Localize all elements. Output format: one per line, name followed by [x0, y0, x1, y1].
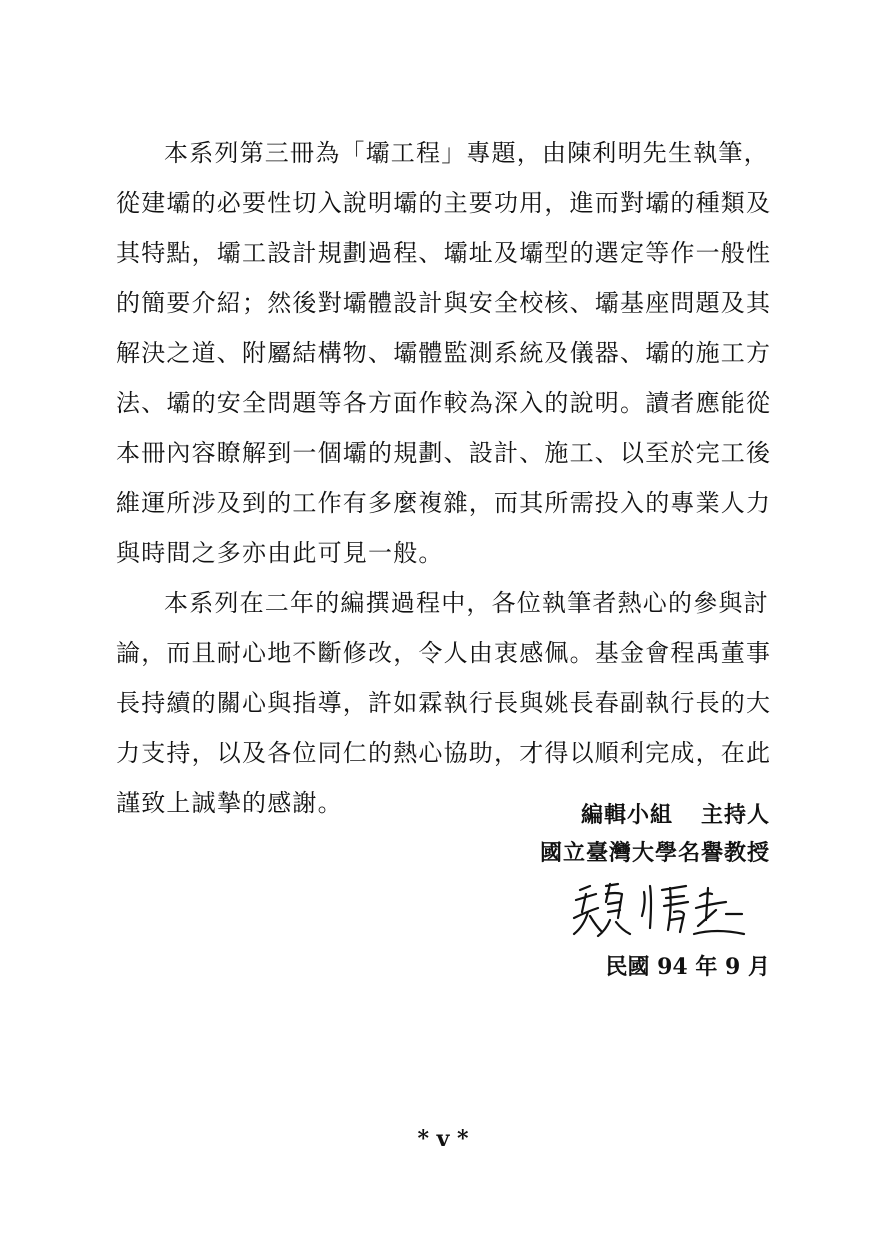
paragraph-line: 長持續的關心與指導，許如霖執行長與姚長春副執行長的大 [116, 689, 772, 717]
paragraph-line: 解決之道、附屬結構物、壩體監測系統及儀器、壩的施工方 [116, 339, 772, 367]
signoff-date: 民國 94 年 9 月 [605, 954, 770, 980]
paragraph-line: 力支持，以及各位同仁的熱心協助，才得以順利完成，在此 [116, 739, 772, 767]
paragraph-line: 謹致上誠摯的感謝。 [116, 789, 343, 817]
paragraph-line: 與時間之多亦由此可見一般。 [116, 539, 444, 567]
paragraph-line: 維運所涉及到的工作有多麼複雜，而其所需投入的專業人力 [116, 489, 772, 517]
paragraph-line: 的簡要介紹；然後對壩體設計與安全校核、壩基座問題及其 [116, 289, 772, 317]
signoff-role: 主持人 [700, 802, 770, 828]
paragraph-line: 其特點，壩工設計規劃過程、壩址及壩型的選定等作一般性 [116, 239, 772, 267]
handwritten-signature [566, 872, 752, 944]
paragraph-line: 從建壩的必要性切入說明壩的主要功用，進而對壩的種類及 [116, 189, 772, 217]
signoff-title-line [540, 796, 770, 834]
paragraph-line: 本系列第三冊為「壩工程」專題，由陳利明先生執筆， [164, 139, 769, 167]
paragraph-line: 本冊內容瞭解到一個壩的規劃、設計、施工、以至於完工後 [116, 439, 772, 467]
editorial-group: 編輯小組 [580, 802, 673, 828]
paragraph-line: 本系列在二年的編撰過程中，各位執筆者熱心的參與討 [164, 589, 769, 617]
signoff-block [540, 796, 770, 872]
preface-body [116, 128, 772, 828]
paragraph-line: 法、壩的安全問題等各方面作較為深入的說明。讀者應能從 [116, 389, 772, 417]
paragraph-1 [116, 128, 772, 578]
signoff-affiliation: 國立臺灣大學名譽教授 [539, 840, 770, 866]
paragraph-line: 論，而且耐心地不斷修改，令人由衷感佩。基金會程禹董事 [116, 639, 772, 667]
paragraph-2 [116, 578, 772, 828]
page-number: * v * [417, 1126, 469, 1152]
